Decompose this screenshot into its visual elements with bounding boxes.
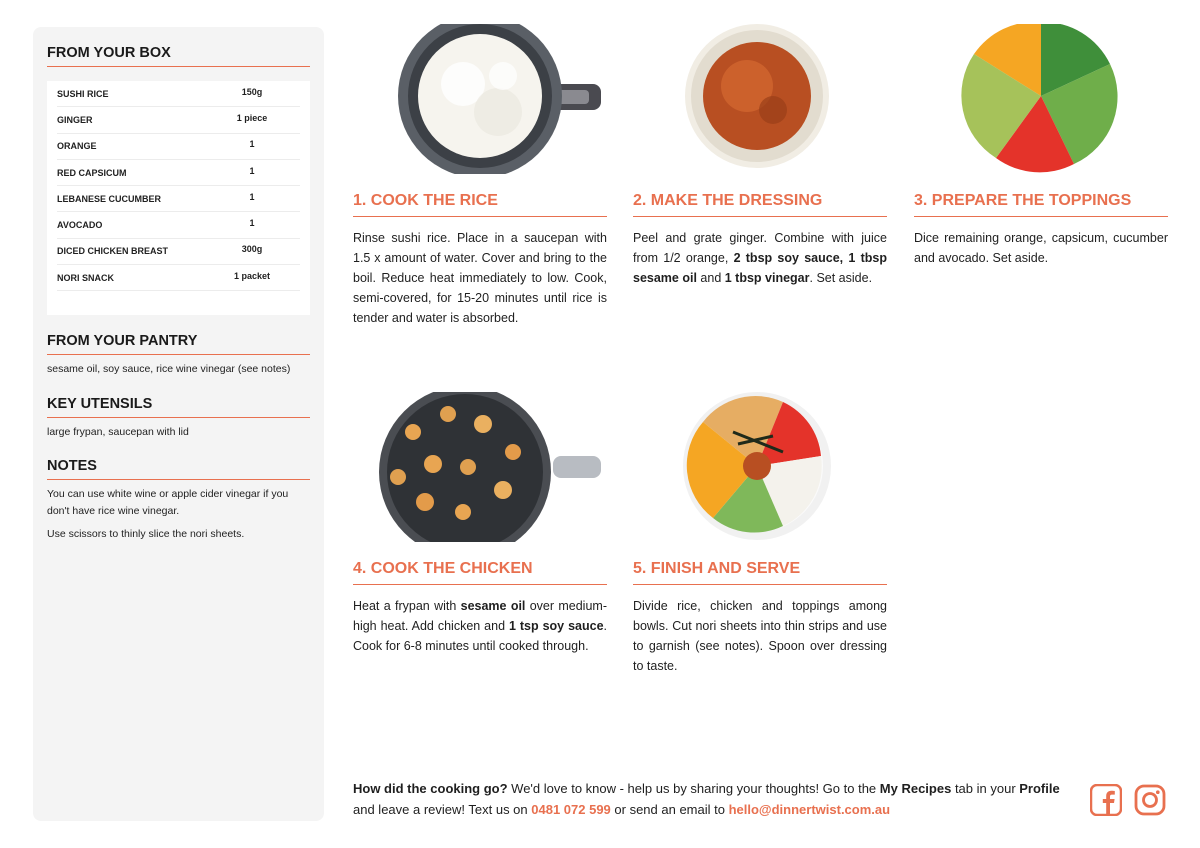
text-segment: over medium-high heat. Add chicken and	[353, 599, 607, 633]
from-your-box-section	[47, 45, 310, 315]
ingredient-qty: 1	[249, 165, 255, 176]
box-ingredients-table	[47, 81, 310, 315]
text-segment: or send an email to	[610, 802, 729, 817]
text-segment: . Cook for 6-8 minutes until cooked through.	[353, 619, 608, 653]
bold-text: 2 tbsp soy sauce, 1 tbsp sesame oil	[633, 251, 887, 285]
bold-text: Profile	[1019, 781, 1060, 796]
ingredient-name: AVOCADO	[57, 220, 103, 231]
step-2-body	[633, 228, 887, 288]
table-row	[57, 160, 300, 186]
ingredient-qty: 1 packet	[233, 270, 271, 281]
from-your-pantry-section	[47, 333, 310, 378]
key-utensils-heading: KEY UTENSILS	[47, 396, 310, 418]
text-segment: We'd love to know - help us by sharing your thoughts! Go to the	[507, 781, 880, 796]
dressing-bowl-photo	[633, 24, 887, 174]
facebook-link[interactable]	[1090, 784, 1122, 816]
note-item: You can use white wine or apple cider vinegar if you don't have rice wine vinegar.	[47, 488, 289, 517]
text-segment: and	[696, 271, 725, 285]
table-row	[57, 265, 300, 291]
ingredient-name: LEBANESE CUCUMBER	[57, 193, 162, 204]
ingredient-qty: 1 piece	[236, 112, 268, 123]
bold-text: sesame oil	[460, 599, 526, 613]
ingredient-name: GINGER	[57, 114, 93, 125]
step-5-body	[633, 596, 887, 676]
table-row	[57, 239, 300, 265]
text-segment: Heat a frypan with	[353, 599, 461, 613]
table-row	[57, 212, 300, 238]
contact-link[interactable]: 0481 072 599	[531, 802, 611, 817]
ingredient-qty: 1	[249, 191, 255, 202]
step-3-title: 3. PREPARE THE TOPPINGS	[914, 192, 1168, 217]
step-4-body	[353, 596, 607, 656]
contact-link[interactable]: hello@dinnertwist.com.au	[728, 802, 891, 817]
finished-bowl-photo	[633, 392, 887, 542]
bold-text: How did the cooking go?	[353, 781, 508, 796]
notes-heading: NOTES	[47, 458, 310, 480]
ingredient-qty: 150g	[241, 86, 263, 97]
step-1-body	[353, 228, 607, 328]
ingredient-name: SUSHI RICE	[57, 88, 109, 99]
step-4-title: 4. COOK THE CHICKEN	[353, 560, 607, 585]
ingredients-sidebar	[33, 27, 324, 821]
text-segment: Rinse sushi rice. Place in a saucepan with 1.5 x amount of water. Cover and bring to the boil. Reduce heat immediately to low. Cook, semi-covered, for 15-20 minutes until rice is tender and water is absorbed.	[353, 231, 607, 325]
ingredient-qty: 300g	[241, 244, 263, 255]
note-item: Use scissors to thinly slice the nori sheets.	[47, 528, 245, 540]
notes-section	[47, 458, 310, 543]
table-row	[57, 81, 300, 107]
instagram-link[interactable]	[1134, 784, 1166, 816]
key-utensils-section	[47, 396, 310, 441]
ingredient-name: RED CAPSICUM	[57, 167, 127, 178]
ingredient-qty: 1	[249, 139, 255, 150]
text-segment: Peel and grate ginger. Combine with juice from 1/2 orange,	[633, 231, 887, 265]
chicken-frypan-photo	[353, 392, 607, 542]
bold-text: 1 tbsp vinegar	[724, 271, 810, 285]
text-segment: and leave a review! Text us on	[353, 802, 532, 817]
utensils-text: large frypan, saucepan with lid	[47, 425, 189, 438]
step-1-title: 1. COOK THE RICE	[353, 192, 607, 217]
ingredient-name: DICED CHICKEN BREAST	[57, 246, 169, 257]
ingredient-name: NORI SNACK	[57, 272, 115, 283]
instagram-icon	[1134, 784, 1166, 816]
ingredient-qty: 1	[249, 218, 255, 229]
table-row	[57, 107, 300, 133]
rice-saucepan-photo	[353, 24, 607, 174]
facebook-icon	[1090, 784, 1122, 816]
ingredient-name: ORANGE	[57, 141, 97, 152]
feedback-footer	[353, 778, 1075, 820]
table-row	[57, 186, 300, 212]
from-your-box-heading: FROM YOUR BOX	[47, 45, 310, 67]
text-segment: . Set aside.	[809, 271, 873, 285]
step-5-title: 5. FINISH AND SERVE	[633, 560, 887, 585]
pantry-text: sesame oil, soy sauce, rice wine vinegar (see notes)	[47, 363, 291, 375]
table-row	[57, 134, 300, 160]
bold-text: 1 tsp soy sauce	[508, 619, 604, 633]
toppings-plate-photo	[914, 24, 1168, 174]
bold-text: My Recipes	[879, 781, 952, 796]
text-segment: Dice remaining orange, capsicum, cucumber and avocado. Set aside.	[914, 231, 1168, 265]
text-segment: tab in your	[951, 781, 1020, 796]
step-2-title: 2. MAKE THE DRESSING	[633, 192, 887, 217]
from-your-pantry-heading: FROM YOUR PANTRY	[47, 333, 310, 355]
text-segment: Divide rice, chicken and toppings among bowls. Cut nori sheets into thin strips and use to garnish (see notes). Spoon over dressing to taste.	[633, 599, 887, 673]
step-3-body	[914, 228, 1168, 268]
